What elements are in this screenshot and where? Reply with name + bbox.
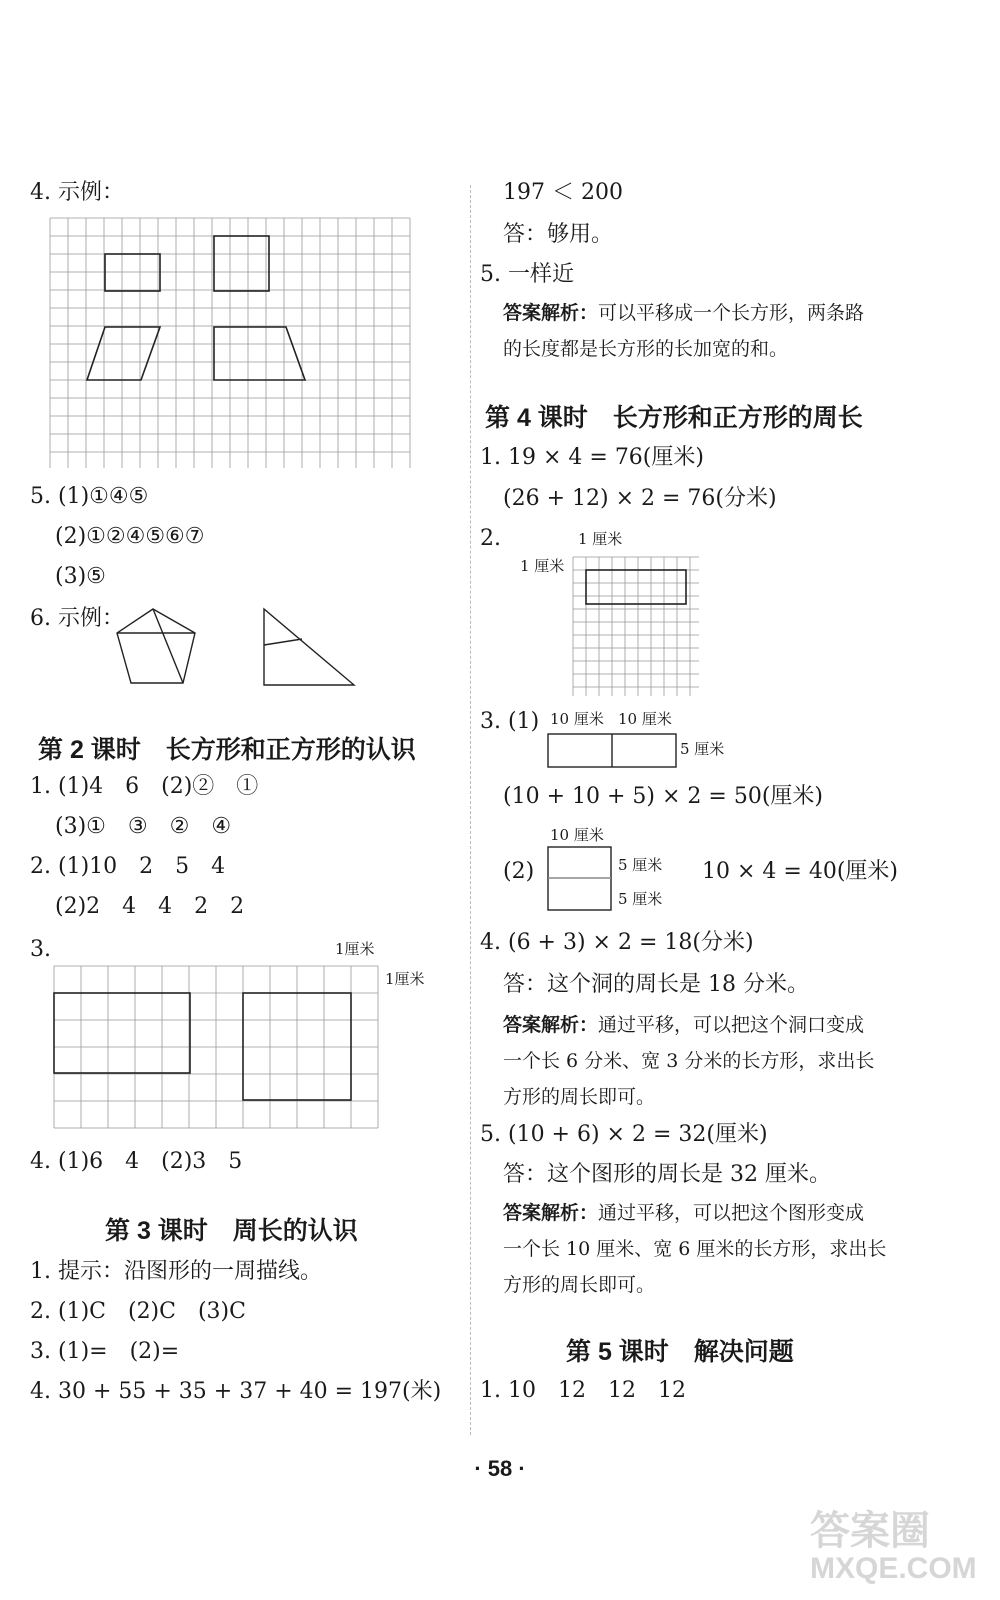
- l4-q2-label: 2.: [480, 526, 501, 551]
- grid-figure-square-rect: [573, 557, 703, 697]
- grid-rectangle-2: [214, 236, 269, 291]
- l2-q1-line1: 1. (1)4 6 (2)② ①: [30, 774, 259, 799]
- l3-q3: 3. (1)= (2)=: [30, 1339, 180, 1364]
- grid-rectangle-1: [105, 254, 160, 291]
- q5-2: (2)①②④⑤⑥⑦: [55, 524, 205, 549]
- l4-q5-explanation-1: [503, 1200, 864, 1227]
- lesson-5-title: 第 5 课时 解决问题: [566, 1338, 794, 1366]
- l4-q3-label-c: 5 厘米: [680, 740, 725, 758]
- column-divider: [470, 185, 471, 1435]
- answer-enough: 答：够用。: [503, 222, 614, 247]
- l4-q3-2-equation: 10 × 4 = 40(厘米): [702, 859, 898, 884]
- l4-q5-answer: 答：这个图形的周长是 32 厘米。: [503, 1162, 831, 1187]
- l2-q3-label: 3.: [30, 937, 51, 962]
- grid-figure-shapes: [50, 218, 410, 468]
- l4-q3-label-b: 10 厘米: [618, 710, 672, 728]
- explanation-text: 可以平移成一个长方形，两条路: [598, 302, 865, 324]
- explanation-label: 答案解析：: [503, 303, 599, 324]
- l4-q4-answer: 答：这个洞的周长是 18 分米。: [503, 972, 809, 997]
- q6-example-label: 6. 示例：: [30, 606, 124, 631]
- watermark-logo-text: 答案圈: [810, 1509, 930, 1553]
- l3-q2: 2. (1)C (2)C (3)C: [30, 1299, 246, 1324]
- l4-q3-2-label: (2): [503, 859, 535, 884]
- l2-q1-line2: (3)① ③ ② ④: [55, 814, 232, 839]
- compare-line: 197 ＜ 200: [503, 180, 623, 205]
- l2-q2-line1: 2. (1)10 2 5 4: [30, 854, 226, 879]
- l4-q3-1-figure: [547, 733, 677, 769]
- lesson-4-title: 第 4 课时 长方形和正方形的周长: [485, 404, 863, 432]
- page-number: · 58 ·: [474, 1456, 526, 1481]
- l4-q4-explanation-2: 一个长 6 分米、宽 3 分米的长方形，求出长: [503, 1050, 875, 1072]
- l4-q3-2-figure: [547, 846, 613, 912]
- grid-figure-rectangles: [54, 966, 384, 1131]
- l3-q1: 1. 提示：沿图形的一周描线。: [30, 1259, 322, 1284]
- explanation-text: 通过平移，可以把这个图形变成: [598, 1202, 865, 1224]
- lesson-3-title: 第 3 课时 周长的认识: [105, 1217, 358, 1245]
- q4-example-label: 4. 示例：: [30, 180, 124, 205]
- l4-q3-2-label-top: 10 厘米: [550, 826, 604, 844]
- l4-q3-1-equation: (10 + 10 + 5) × 2 = 50(厘米): [503, 784, 823, 809]
- l4-q3-label-a: 10 厘米: [550, 710, 604, 728]
- l4-q5: 5. (10 + 6) × 2 = 32(厘米): [480, 1122, 768, 1147]
- l4-q4-explanation-1: [503, 1012, 864, 1039]
- l2-q3-unit-top: 1厘米: [335, 940, 375, 958]
- explanation-label: 答案解析：: [503, 1203, 599, 1224]
- l2-q4: 4. (1)6 4 (2)3 5: [30, 1149, 243, 1174]
- l4-q3-2-label-a: 5 厘米: [618, 856, 663, 874]
- q5-3: (3)⑤: [55, 564, 106, 589]
- explanation-text: 通过平移，可以把这个洞口变成: [598, 1014, 865, 1036]
- triangle-figure: [262, 607, 362, 687]
- pentagon-figure: [113, 607, 203, 687]
- explanation-label: 答案解析：: [503, 1015, 599, 1036]
- l4-q4-explanation-3: 方形的周长即可。: [503, 1086, 656, 1108]
- l4-q5-explanation-2: 一个长 10 厘米、宽 6 厘米的长方形，求出长: [503, 1238, 887, 1260]
- q5-1: 5. (1)①④⑤: [30, 484, 149, 509]
- grid-trapezoid: [214, 327, 305, 380]
- l2-rectangle: [54, 993, 190, 1073]
- l3-q4: 4. 30 + 55 + 35 + 37 + 40 = 197(米): [30, 1379, 442, 1404]
- l4-q1-line2: (26 + 12) × 2 = 76(分米): [503, 486, 777, 511]
- l4-q2-unit-top: 1 厘米: [578, 530, 623, 548]
- l5-q1: 1. 10 12 12 12: [480, 1378, 686, 1403]
- l4-q2-rectangle: [586, 570, 686, 604]
- r-q5-explanation-2: 的长度都是长方形的长加宽的和。: [503, 338, 789, 360]
- grid-parallelogram: [87, 327, 160, 380]
- l4-q3-2-label-b: 5 厘米: [618, 890, 663, 908]
- l4-q5-explanation-3: 方形的周长即可。: [503, 1274, 656, 1296]
- l4-q4: 4. (6 + 3) × 2 = 18(分米): [480, 930, 754, 955]
- watermark-url: MXQE.COM: [810, 1552, 977, 1585]
- l2-q3-unit-side: 1厘米: [385, 970, 425, 988]
- lesson-2-title: 第 2 课时 长方形和正方形的认识: [38, 736, 416, 764]
- r-q5: 5. 一样近: [480, 262, 574, 287]
- l4-q3-1-label: 3. (1): [480, 709, 540, 734]
- r-q5-explanation-1: [503, 300, 864, 327]
- l2-q2-line2: (2)2 4 4 2 2: [55, 894, 245, 919]
- l4-q2-unit-side: 1 厘米: [520, 557, 565, 575]
- l4-q1-line1: 1. 19 × 4 = 76(厘米): [480, 445, 704, 470]
